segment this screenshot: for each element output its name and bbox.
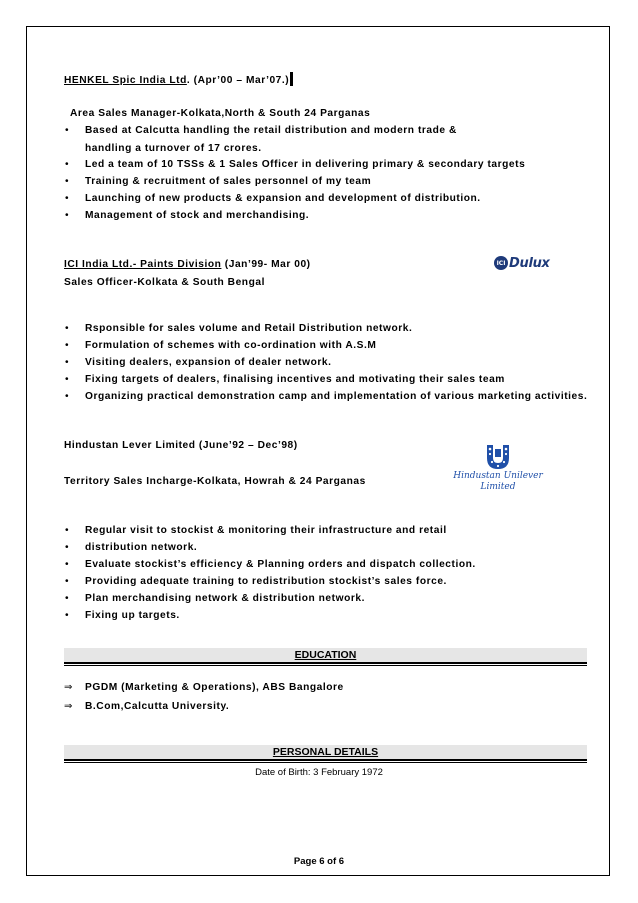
henkel-heading	[64, 72, 293, 86]
education-item: ⇒ B.Com,Calcutta University.	[64, 701, 230, 712]
ici-company: ICI India Ltd.- Paints Division	[64, 259, 222, 270]
list-item: • Providing adequate training to redistribution stockist’s sales force.	[65, 576, 447, 587]
ici-role: Sales Officer-Kolkata & South Bengal	[64, 277, 265, 288]
list-item: • Led a team of 10 TSSs & 1 Sales Officer in delivering primary & secondary targets	[65, 159, 526, 170]
henkel-bullets-b	[64, 156, 525, 224]
hul-bullets	[64, 522, 476, 624]
education-heading: EDUCATION	[64, 648, 587, 664]
list-item: • Fixing targets of dealers, finalising incentives and motivating their sales team	[65, 374, 505, 385]
list-item: • Training & recruitment of sales personnel of my team	[65, 176, 372, 187]
list-item: • Formulation of schemes with co-ordination with A.S.M	[65, 340, 377, 351]
henkel-company: HENKEL Spic India Ltd	[64, 75, 187, 86]
henkel-period: . (Apr’00 – Mar’07.)	[186, 75, 290, 86]
text-cursor	[290, 72, 293, 86]
list-item: • Rsponsible for sales volume and Retail Distribution network.	[65, 323, 413, 334]
list-item: • distribution network.	[65, 542, 198, 553]
list-item: • Organizing practical demonstration camp and implementation of various marketing activities.	[65, 391, 588, 402]
list-item: • Visiting dealers, expansion of dealer network.	[65, 357, 332, 368]
henkel-bullet-continuation: handling a turnover of 17 crores.	[85, 143, 262, 154]
ici-bullets	[64, 320, 587, 405]
hul-role: Territory Sales Incharge-Kolkata, Howrah & 24 Parganas	[64, 476, 366, 487]
ici-badge-icon: ICI	[494, 256, 508, 270]
hul-logo-line1: Hindustan Unilever	[453, 471, 543, 481]
page-number: Page 6 of 6	[293, 856, 345, 867]
hul-logo-line2: Limited	[480, 482, 516, 492]
arrow-icon: ⇒	[64, 682, 74, 693]
hindustan-unilever-logo	[452, 444, 544, 493]
henkel-role: Area Sales Manager-Kolkata,North & South 24 Parganas	[70, 108, 371, 119]
unilever-u-icon	[484, 444, 512, 470]
hul-heading: Hindustan Lever Limited (June’92 – Dec’98)	[64, 440, 298, 451]
dulux-logo	[494, 254, 550, 272]
arrow-icon: ⇒	[64, 701, 74, 712]
henkel-bullets-a	[64, 122, 457, 139]
dulux-wordmark: Dulux	[509, 255, 550, 271]
list-item: • Evaluate stockist’s efficiency & Planning orders and dispatch collection.	[65, 559, 476, 570]
education-item: ⇒ PGDM (Marketing & Operations), ABS Bangalore	[64, 682, 344, 693]
list-item: • Fixing up targets.	[65, 610, 180, 621]
date-of-birth: Date of Birth: 3 February 1972	[255, 767, 383, 778]
ici-period: (Jan’99- Mar 00)	[221, 259, 311, 270]
list-item: • Plan merchandising network & distribution network.	[65, 593, 365, 604]
list-item: • Based at Calcutta handling the retail distribution and modern trade &	[65, 125, 457, 136]
personal-details-heading: PERSONAL DETAILS	[64, 745, 587, 761]
list-item: • Management of stock and merchandising.	[65, 210, 310, 221]
ici-heading	[64, 259, 311, 270]
list-item: • Launching of new products & expansion and development of distribution.	[65, 193, 481, 204]
list-item: • Regular visit to stockist & monitoring their infrastructure and retail	[65, 525, 447, 536]
